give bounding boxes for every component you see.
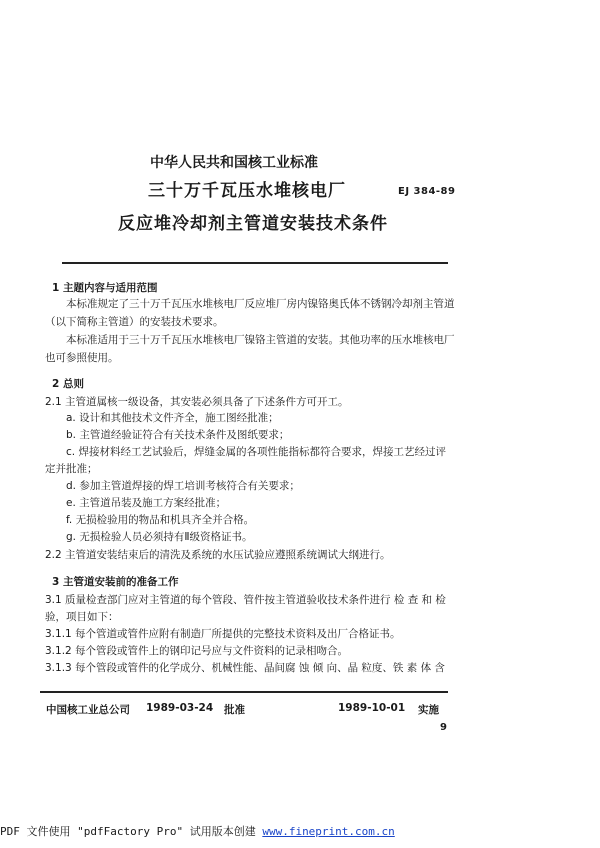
sec2-item-e: e. 主管道吊装及施工方案经批准； (66, 497, 227, 509)
sec1-p2-line1: 本标准适用于三十万千瓦压水堆核电厂镍铬主管道的安装。其他功率的压水堆核电厂 (66, 334, 455, 346)
sec2-item-d: d. 参加主管道焊接的焊工培训考核符合有关要求； (66, 480, 300, 492)
effective-date: 1989-10-01 (338, 702, 406, 714)
sec1-p1-line2: （以下简称主管道）的安装技术要求。 (45, 316, 224, 328)
fineprint-link[interactable]: www.fineprint.com.cn (262, 825, 395, 838)
sec3-p31-line1: 3.1 质量检查部门应对主管道的每个管段、管件按主管道验收技术条件进行 检 查 和 检 (45, 594, 446, 606)
section-1-heading: 1 主题内容与适用范围 (52, 282, 158, 294)
sec3-p313: 3.1.3 每个管段或管件的化学成分、机械性能、晶间腐 蚀 倾 向、晶 粒度、铁 素 体 含 (45, 662, 445, 674)
sec3-p312: 3.1.2 每个管段或管件上的钢印记号应与文件资料的记录相吻合。 (45, 645, 349, 657)
pdf-creator-note (0, 823, 395, 839)
sec2-item-c-cont: 定并批准； (45, 463, 98, 475)
section-3-heading: 3 主管道安装前的准备工作 (52, 576, 179, 588)
sec2-item-g: g. 无损检验人员必须持有Ⅱ级资格证书。 (66, 531, 253, 543)
effective-label: 实施 (418, 704, 439, 716)
sec1-p1-line1: 本标准规定了三十万千瓦压水堆核电厂反应堆厂房内镍铬奥氏体不锈钢冷却剂主管道 (66, 298, 455, 310)
issuer: 中国核工业总公司 (46, 704, 130, 716)
sec2-item-b: b. 主管道经验证符合有关技术条件及图纸要求； (66, 429, 290, 441)
standard-name: 中华人民共和国核工业标准 (150, 155, 318, 171)
approve-date: 1989-03-24 (146, 702, 214, 714)
sec2-item-f: f. 无损检验用的物品和机具齐全并合格。 (66, 514, 255, 526)
standard-code: EJ 384-89 (398, 186, 456, 197)
footer-rule (40, 691, 448, 693)
section-2-heading: 2 总则 (52, 378, 84, 390)
approve-label: 批准 (224, 704, 245, 716)
header-rule (62, 262, 448, 264)
page-number: 9 (440, 722, 447, 733)
sec1-p2-line2: 也可参照使用。 (45, 352, 119, 364)
sec3-p311: 3.1.1 每个管道或管件应附有制造厂所提供的完整技术资料及出厂合格证书。 (45, 628, 401, 640)
sec2-p22: 2.2 主管道安装结束后的清洗及系统的水压试验应遵照系统调试大纲进行。 (45, 549, 391, 561)
title-line-2: 反应堆冷却剂主管道安装技术条件 (118, 214, 388, 234)
sec2-item-c: c. 焊接材料经工艺试验后，焊缝金属的各项性能指标都符合要求，焊接工艺经过评 (66, 446, 446, 458)
sec2-p21: 2.1 主管道属核一级设备，其安装必须具备了下述条件方可开工。 (45, 396, 349, 408)
sec2-item-a: a. 设计和其他技术文件齐全，施工图经批准； (66, 412, 279, 424)
pdf-note-text: PDF 文件使用 "pdfFactory Pro" 试用版本创建 (0, 825, 263, 838)
title-line-1: 三十万千瓦压水堆核电厂 (148, 181, 346, 201)
sec3-p31-line2: 验，项目如下： (45, 611, 119, 623)
